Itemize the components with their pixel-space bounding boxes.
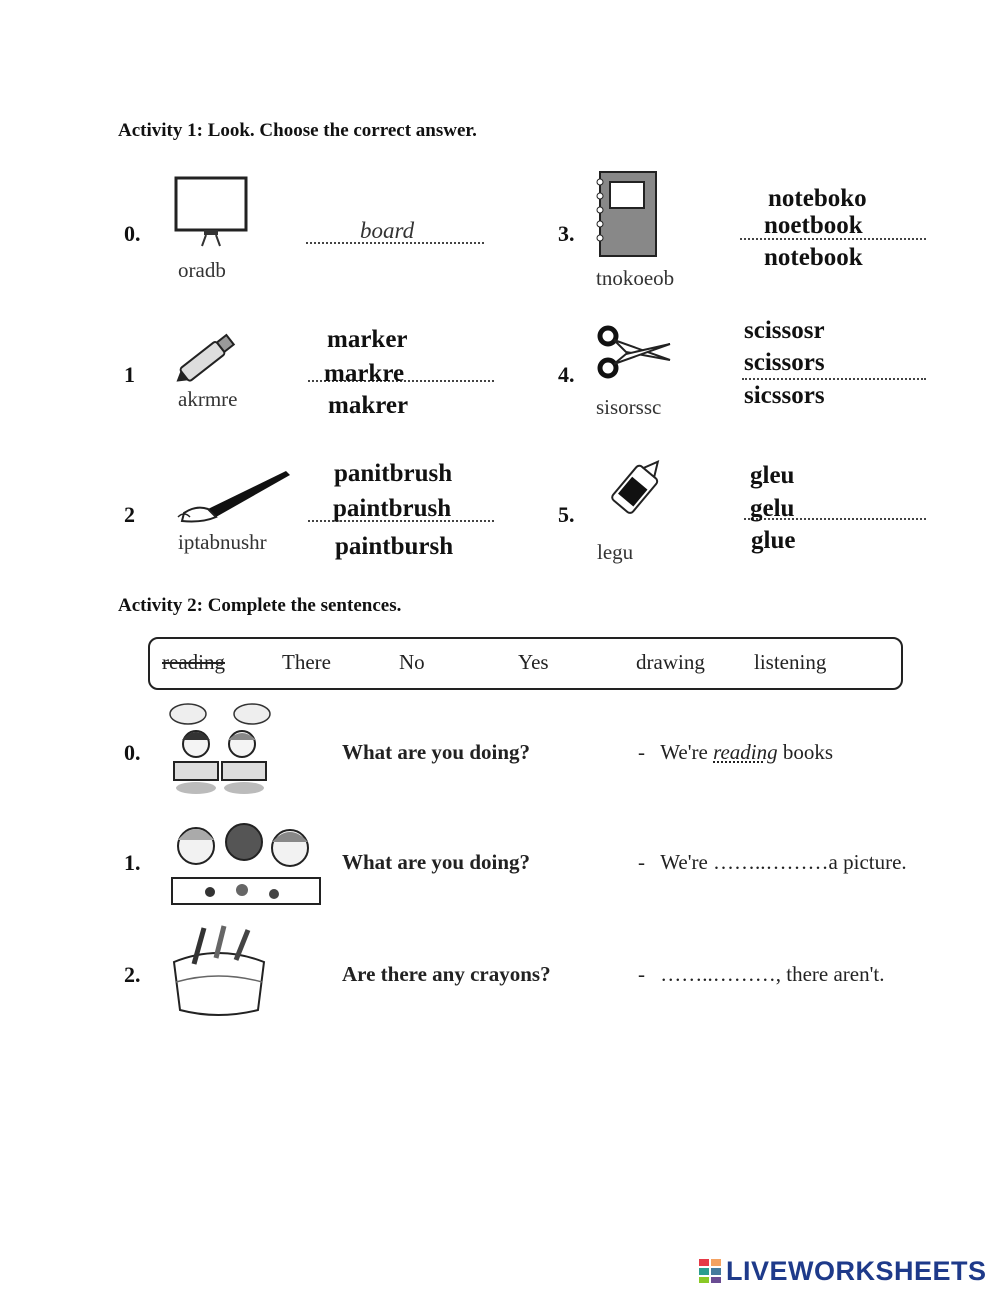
scrambled-word: oradb: [178, 258, 226, 282]
question-text: Are there any crayons?: [342, 962, 551, 986]
scrambled-word: akrmre: [178, 387, 238, 411]
word-bank-item: reading: [162, 650, 225, 674]
answer-option[interactable]: scissors: [744, 349, 825, 376]
dash: -: [638, 850, 645, 874]
activity1-heading: Activity 1: Look. Choose the correct answer.: [118, 120, 477, 141]
answer-option[interactable]: notebook: [764, 244, 863, 271]
pencil-case-icon: [164, 922, 272, 1020]
word-bank-item: listening: [754, 650, 827, 674]
answer-option[interactable]: sicssors: [744, 382, 825, 409]
example-answer: board: [360, 218, 415, 243]
answer-suffix: books: [777, 740, 834, 764]
item-number: 1: [124, 362, 135, 387]
activity2-heading: Activity 2: Complete the sentences.: [118, 595, 402, 616]
answer-option[interactable]: glue: [751, 527, 796, 554]
item-number: 2: [124, 502, 135, 527]
word-bank-item: Yes: [518, 650, 549, 674]
item-number: 3.: [558, 221, 575, 246]
answer-option[interactable]: paintbrush: [333, 495, 452, 522]
answer-option[interactable]: panitbrush: [334, 460, 453, 487]
row-number: 2.: [124, 962, 141, 987]
liveworksheets-logo: [698, 1256, 987, 1286]
item-number: 5.: [558, 502, 575, 527]
scrambled-word: sisorssc: [596, 395, 662, 419]
answer-sentence[interactable]: [638, 962, 884, 987]
word-bank-item: There: [282, 650, 331, 674]
brand-name: LIVEWORKSHEETS: [726, 1255, 987, 1286]
item-number: 4.: [558, 362, 575, 387]
row-number: 1.: [124, 850, 141, 875]
word-bank-item: drawing: [636, 650, 705, 674]
answer-sentence[interactable]: [638, 850, 907, 875]
marker-icon: [172, 325, 244, 385]
scrambled-word: iptabnushr: [178, 530, 267, 554]
answer-option[interactable]: scissosr: [744, 317, 825, 344]
answer-option[interactable]: noetbook: [764, 212, 863, 239]
answer-option[interactable]: noteboko: [768, 185, 867, 212]
board-icon: [172, 176, 252, 248]
dash: -: [638, 740, 645, 764]
scrambled-word: tnokoeob: [596, 266, 675, 290]
answer-option[interactable]: makrer: [328, 392, 409, 419]
answer-line[interactable]: [742, 378, 926, 380]
question-text: What are you doing?: [342, 850, 531, 874]
paintbrush-icon: [174, 465, 292, 525]
notebook-icon: [592, 170, 662, 260]
answer-option[interactable]: markre: [324, 360, 405, 387]
kids-drawing-icon: [164, 812, 324, 908]
answer-option[interactable]: paintbursh: [335, 533, 454, 560]
filled-answer: reading: [713, 740, 778, 764]
word-bank-item: No: [399, 650, 425, 674]
answer-blank-sentence[interactable]: ……..………, there aren't.: [660, 962, 885, 986]
scissors-icon: [596, 324, 674, 382]
answer-option[interactable]: marker: [327, 326, 408, 353]
item-number: 0.: [124, 221, 141, 246]
glue-icon: [596, 456, 668, 526]
logo-blocks-icon: [698, 1258, 722, 1284]
scrambled-word: legu: [597, 540, 634, 564]
row-number: 0.: [124, 740, 141, 765]
kids-reading-icon: [160, 700, 280, 796]
question-text: What are you doing?: [342, 740, 531, 764]
answer-sentence: [638, 740, 833, 765]
answer-option[interactable]: gleu: [750, 462, 795, 489]
answer-blank-sentence[interactable]: We're ……..………a picture.: [660, 850, 907, 874]
answer-prefix: We're: [660, 740, 714, 764]
answer-option[interactable]: gelu: [750, 495, 795, 522]
dash: -: [638, 962, 645, 986]
